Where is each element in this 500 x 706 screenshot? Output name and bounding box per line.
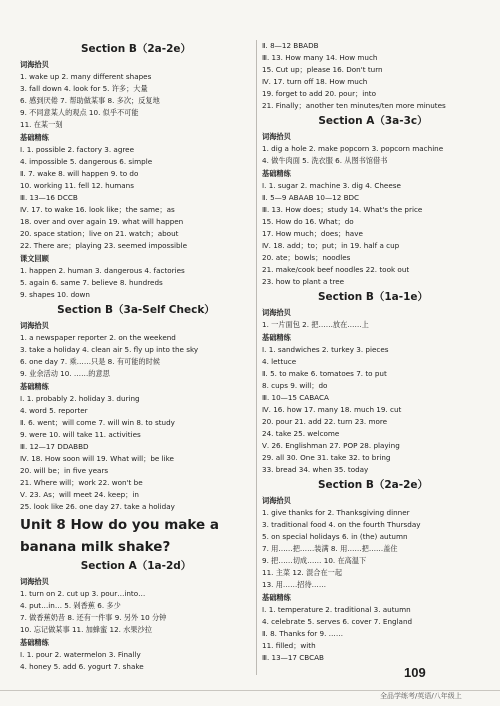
- answer-line: 24. take 25. welcome: [262, 429, 340, 438]
- answer-line: 1. dig a hole 2. make popcorn 3. popcorn machine: [262, 144, 444, 153]
- answer-line: Ⅲ. 13—17 CBCAB: [262, 653, 324, 662]
- answer-line: 4. impossible 5. dangerous 6. simple: [20, 157, 153, 166]
- section-heading: Section B（2a-2e）: [317, 479, 429, 491]
- subsection-label: 词海拾贝: [262, 308, 291, 317]
- answer-line: 20. pour 21. add 22. turn 23. more: [262, 417, 388, 426]
- answer-line: Ⅰ. 1. temperature 2. traditional 3. autumn: [262, 605, 411, 614]
- answer-line: 13. 用……招待……: [262, 580, 327, 589]
- answer-line: 23. how to plant a tree: [262, 277, 345, 286]
- answer-line: 9. were 10. will take 11. activities: [20, 430, 141, 439]
- answer-line: 33. bread 34. when 35. today: [262, 465, 369, 474]
- answer-line: 1. happen 2. human 3. dangerous 4. factories: [20, 266, 185, 275]
- subsection-label: 词海拾贝: [20, 60, 49, 69]
- answer-line: 4. honey 5. add 6. yogurt 7. shake: [20, 662, 144, 671]
- answer-line: 7. 做香蕉奶昔 8. 还有一件事 9. 另外 10 分钟: [20, 613, 167, 622]
- answer-line: 9. 业余活动 10. ……的意思: [20, 369, 110, 378]
- answer-line: 21. Finally；another ten minutes/ten more minutes: [262, 101, 446, 110]
- answer-line: 6. one day 7. 乘……只是 8. 有可能的时候: [20, 357, 160, 366]
- answer-line: 5. again 6. same 7. believe 8. hundreds: [20, 278, 163, 287]
- answer-line: 4. lettuce: [262, 357, 297, 366]
- answer-line: Ⅲ. 13. How does；study 14. What's the price: [262, 205, 423, 214]
- answer-line: Ⅰ. 1. sugar 2. machine 3. dig 4. Cheese: [262, 181, 401, 190]
- answer-line: 21. Where will；work 22. won't be: [20, 478, 143, 487]
- answer-line: Ⅳ. 18. How soon will 19. What will；be like: [20, 454, 174, 463]
- subsection-label: 基础精练: [262, 333, 291, 342]
- answer-line: 4. word 5. reporter: [20, 406, 88, 415]
- answer-line: 1. 一片面包 2. 把……放在……上: [262, 320, 369, 329]
- answer-line: 20. ate；bowls；noodles: [262, 253, 351, 262]
- answer-line: Ⅱ. 8. Thanks for 9. ……: [262, 629, 344, 638]
- answer-line: Ⅰ. 1. sandwiches 2. turkey 3. pieces: [262, 345, 389, 354]
- answer-line: 19. forget to add 20. pour；into: [262, 89, 377, 98]
- page-number: 109: [404, 665, 426, 680]
- answer-line: 9. shapes 10. down: [20, 290, 90, 299]
- subsection-label: 课文回顾: [20, 254, 49, 263]
- answer-line: Ⅱ. 5. to make 6. tomatoes 7. to put: [262, 369, 387, 378]
- answer-line: 11. 主菜 12. 混合在一起: [262, 568, 343, 577]
- section-heading: Section B（3a-Self Check）: [57, 304, 215, 316]
- answer-line: Ⅳ. 16. how 17. many 18. much 19. cut: [262, 405, 402, 414]
- right-column: [262, 40, 484, 664]
- subsection-label: 基础精练: [262, 169, 291, 178]
- answer-line: 10. 忘记做某事 11. 加蜂蜜 12. 水果沙拉: [20, 625, 152, 634]
- answer-line: 18. over and over again 19. what will happen: [20, 217, 184, 226]
- answer-line: Ⅰ. 1. probably 2. holiday 3. during: [20, 394, 140, 403]
- answer-line: 25. look like 26. one day 27. take a holiday: [20, 502, 175, 511]
- subsection-label: 基础精练: [20, 133, 49, 142]
- answer-line: Ⅰ. 1. possible 2. factory 3. agree: [20, 145, 135, 154]
- answer-line: 3. traditional food 4. on the fourth Thursday: [262, 520, 421, 529]
- answer-line: 1. wake up 2. many different shapes: [20, 72, 152, 81]
- section-heading: Section A（1a-2d）: [80, 560, 192, 572]
- left-column: [20, 40, 252, 673]
- unit-title: banana milk shake?: [20, 539, 171, 555]
- answer-line: 3. fall down 4. look for 5. 许多；大量: [20, 84, 148, 93]
- section-heading: Section B（1a-1e）: [317, 291, 429, 303]
- subsection-label: 基础精练: [20, 638, 49, 647]
- answer-line: 1. turn on 2. cut up 3. pour…into…: [20, 589, 146, 598]
- answer-line: 10. working 11. fell 12. humans: [20, 181, 134, 190]
- answer-line: 11. 在某一刻: [20, 120, 63, 129]
- answer-line: Ⅲ. 10—15 CABACA: [262, 393, 329, 402]
- answer-line: 15. Cut up；please 16. Don't turn: [262, 65, 383, 74]
- answer-line: Ⅱ. 8—12 BBADB: [262, 41, 319, 50]
- subsection-label: 词海拾贝: [262, 132, 291, 141]
- answer-line: 9. 把……切成…… 10. 在高温下: [262, 556, 367, 565]
- answer-line: Ⅴ. 23. As；will meet 24. keep；in: [20, 490, 139, 499]
- answer-line: 15. How do 16. What；do: [262, 217, 354, 226]
- answer-line: 11. filled；with: [262, 641, 316, 650]
- subsection-label: 词海拾贝: [262, 496, 291, 505]
- answer-line: 20. will be；in five years: [20, 466, 109, 475]
- answer-line: Ⅳ. 17. turn off 18. How much: [262, 77, 368, 86]
- subsection-label: 词海拾贝: [20, 321, 49, 330]
- answer-line: 6. 感到厌倦 7. 帮助做某事 8. 多次；反复地: [20, 96, 160, 105]
- subsection-label: 基础精练: [262, 593, 291, 602]
- answer-line: Ⅴ. 26. Englishman 27. POP 28. playing: [262, 441, 400, 450]
- unit-title: Unit 8 How do you make a: [20, 517, 219, 533]
- answer-line: Ⅲ. 13—16 DCCB: [20, 193, 78, 202]
- answer-line: 3. take a holiday 4. clean air 5. fly up into the sky: [20, 345, 199, 354]
- answer-line: 9. 不同意某人的观点 10. 似乎不可能: [20, 108, 139, 117]
- answer-line: 1. give thanks for 2. Thanksgiving dinner: [262, 508, 410, 517]
- answer-line: Ⅱ. 5—9 ABAAB 10—12 BDC: [262, 193, 360, 202]
- answer-line: Ⅱ. 7. wake 8. will happen 9. to do: [20, 169, 139, 178]
- footer-text: 全品学练考/英语/八年级上: [380, 692, 462, 700]
- answer-line: 8. cups 9. will；do: [262, 381, 328, 390]
- answer-line: 29. all 30. One 31. take 32. to bring: [262, 453, 391, 462]
- answer-line: 22. There are；playing 23. seemed impossible: [20, 241, 188, 250]
- answer-line: Ⅳ. 18. add；to；put；in 19. half a cup: [262, 241, 400, 250]
- answer-line: 20. space station；live on 21. watch；about: [20, 229, 179, 238]
- answer-line: Ⅰ. 1. pour 2. watermelon 3. Finally: [20, 650, 141, 659]
- answer-line: 5. on special holidays 6. in (the) autumn: [262, 532, 408, 541]
- section-heading: Section B（2a-2e）: [80, 43, 192, 55]
- answer-line: Ⅲ. 13. How many 14. How much: [262, 53, 378, 62]
- subsection-label: 词海拾贝: [20, 577, 49, 586]
- column-divider: [256, 40, 257, 675]
- answer-line: 4. celebrate 5. serves 6. cover 7. England: [262, 617, 413, 626]
- answer-line: 4. 做牛肉面 5. 洗衣服 6. 从图书馆借书: [262, 156, 388, 165]
- answer-line: 17. How much；does；have: [262, 229, 363, 238]
- answer-line: 7. 用……把……装满 8. 用……把……盖住: [262, 544, 398, 553]
- answer-line: 4. put…in… 5. 剁香蕉 6. 多少: [20, 601, 121, 610]
- answer-line: 1. a newspaper reporter 2. on the weekend: [20, 333, 176, 342]
- answer-line: Ⅳ. 17. to wake 16. look like；the same；as: [20, 205, 175, 214]
- section-heading: Section A（3a-3c）: [318, 115, 428, 127]
- answer-line: 21. make/cook beef noodles 22. took out: [262, 265, 410, 274]
- subsection-label: 基础精练: [20, 382, 49, 391]
- answer-line: Ⅲ. 12—17 DDABBD: [20, 442, 89, 451]
- answer-line: Ⅱ. 6. went；will come 7. will win 8. to study: [20, 418, 175, 427]
